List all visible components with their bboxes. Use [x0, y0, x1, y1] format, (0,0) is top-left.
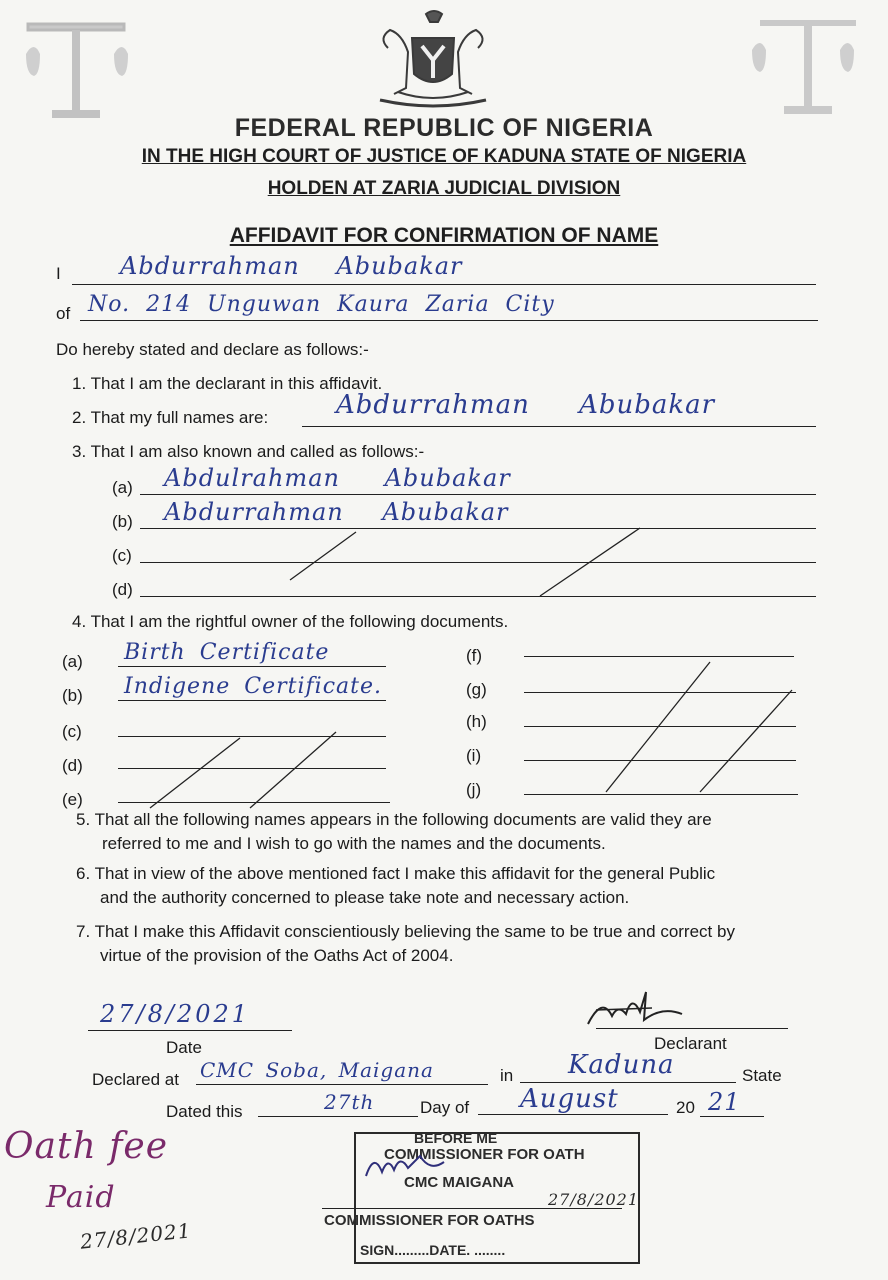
declarant-name: Abdurrahman Abubakar	[120, 252, 463, 280]
i-label: I	[56, 264, 61, 283]
year-prefix: 20	[676, 1098, 695, 1117]
date-value: 27/8/2021	[100, 1000, 251, 1028]
paragraph-5-line2: referred to me and I wish to go with the names and the documents.	[102, 834, 606, 853]
paragraph-6-line1: 6. That in view of the above mentioned fact I make this affidavit for the general Public	[76, 864, 716, 883]
stamp-before-me: BEFORE ME	[414, 1130, 498, 1146]
alias-value: Abdulrahman Abubakar	[164, 464, 511, 492]
oath-paid-note: Paid	[46, 1180, 116, 1215]
alias-label: (b)	[112, 512, 133, 531]
paragraph-7-line1: 7. That I make this Affidavit conscientiously believing the same to be true and correct by	[76, 922, 735, 941]
commissioner-signature	[360, 1142, 450, 1192]
month-value: August	[520, 1084, 619, 1114]
paragraph-6-line2: and the authority concerned to please take note and necessary action.	[100, 888, 630, 907]
state-label: State	[742, 1066, 782, 1085]
paragraph-4: 4. That I am the rightful owner of the following documents.	[72, 612, 509, 631]
date-label: Date	[166, 1038, 202, 1057]
day-value: 27th	[324, 1090, 375, 1114]
doc-value: Indigene Certificate.	[124, 674, 382, 699]
alias-label: (a)	[112, 478, 133, 497]
division-heading: HOLDEN AT ZARIA JUDICIAL DIVISION	[267, 178, 621, 199]
doc-label: (i)	[466, 746, 482, 765]
declared-at-label: Declared at	[92, 1070, 179, 1089]
doc-label: (f)	[466, 646, 483, 665]
affidavit-title: AFFIDAVIT FOR CONFIRMATION OF NAME	[229, 224, 659, 247]
doc-label: (g)	[466, 680, 487, 699]
doc-label: (a)	[62, 652, 83, 671]
alias-label: (d)	[112, 580, 133, 599]
alias-value: Abdurrahman Abubakar	[164, 498, 509, 526]
stamp-sign-date: SIGN.........DATE. ........	[360, 1242, 506, 1258]
doc-label: (b)	[62, 686, 83, 705]
year-value: 21	[708, 1088, 741, 1116]
republic-heading: FEDERAL REPUBLIC OF NIGERIA	[234, 114, 654, 142]
paragraph-3: 3. That I am also known and called as follows:-	[72, 442, 425, 461]
declarant-address: No. 214 Unguwan Kaura Zaria City	[88, 292, 555, 317]
oath-fee-date: 27/8/2021	[79, 1218, 193, 1254]
day-of-label: Day of	[420, 1098, 470, 1117]
stamp-commissioner-line: COMMISSIONER FOR OATH	[384, 1146, 585, 1163]
declare-statement: Do hereby stated and declare as follows:-	[56, 340, 369, 359]
doc-label: (d)	[62, 756, 83, 775]
in-label: in	[500, 1066, 514, 1085]
doc-value: Birth Certificate	[124, 640, 330, 665]
stamp-location: CMC MAIGANA	[404, 1174, 514, 1191]
paragraph-5-line1: 5. That all the following names appears in the following documents are valid they are	[76, 810, 712, 829]
doc-label: (h)	[466, 712, 487, 731]
stamp-commissioner-oaths: COMMISSIONER FOR OATHS	[324, 1212, 535, 1229]
of-label: of	[56, 304, 71, 323]
doc-label: (c)	[62, 722, 82, 741]
alias-label: (c)	[112, 546, 132, 565]
stamp-date: 27/8/2021	[548, 1190, 640, 1209]
paragraph-1: 1. That I am the declarant in this affidavit.	[72, 374, 383, 393]
declarant-label: Declarant	[654, 1034, 727, 1053]
full-names-value: Abdurrahman Abubakar	[336, 390, 716, 420]
dated-this-label: Dated this	[166, 1102, 243, 1121]
state-value: Kaduna	[568, 1050, 675, 1080]
court-heading: IN THE HIGH COURT OF JUSTICE OF KADUNA STATE OF NIGERIA	[141, 146, 747, 167]
doc-label: (j)	[466, 780, 482, 799]
doc-label: (e)	[62, 790, 83, 809]
paragraph-7-line2: virtue of the provision of the Oaths Act of 2004.	[100, 946, 454, 965]
paragraph-2: 2. That my full names are:	[72, 408, 269, 427]
declared-at-value: CMC Soba, Maigana	[200, 1058, 434, 1082]
oath-fee-note: Oath fee	[4, 1126, 169, 1167]
